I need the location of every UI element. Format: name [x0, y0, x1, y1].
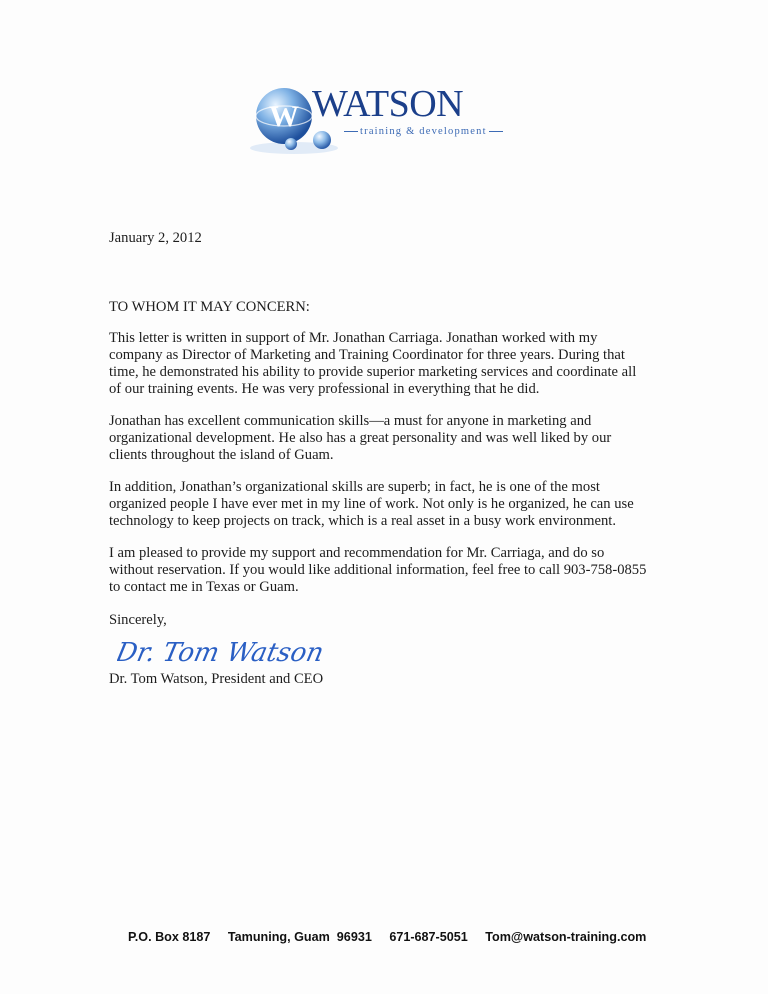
handwritten-signature: [117, 631, 649, 671]
logo-tagline-text: training & development: [360, 126, 487, 137]
footer-phone: 671-687-5051: [389, 930, 468, 944]
footer-email[interactable]: Tom@watson-training.com: [485, 930, 647, 944]
paragraph-2: Jonathan has excellent communication skills—a must for anyone in marketing and organizational development. He also has a great personality and was well liked by our clients throughout the island of Guam.: [109, 413, 612, 463]
footer-contact: [128, 930, 646, 944]
paragraph-4: I am pleased to provide my support and recommendation for Mr. Carriaga, and do so without reservation. If you would like additional information, feel free to call 903-758-0855 to contact me in Texas or Guam.: [109, 545, 647, 595]
svg-text:W: W: [269, 100, 299, 133]
paragraph-3: In addition, Jonathan’s organizational skills are superb; in fact, he is one of the most organized people I have ever met in my line of work. Not only is he organized, he can use technology to keep projects on track, which is a real asset in a busy work environment.: [109, 479, 634, 529]
logo-tagline: [342, 126, 505, 137]
salutation: TO WHOM IT MAY CONCERN:: [109, 299, 310, 315]
footer-city: Tamuning, Guam 96931: [227, 930, 372, 944]
signature-icon: [117, 631, 337, 671]
signer-name: Dr. Tom Watson, President and CEO: [109, 671, 324, 687]
watson-logo: [246, 82, 536, 162]
signature-script: Dr. Tom Watson: [117, 638, 327, 668]
logo-wordmark: WATSON: [312, 83, 464, 125]
footer-po-box: P.O. Box 8187: [128, 930, 211, 944]
letter-body: [109, 230, 649, 688]
paragraph-1: This letter is written in support of Mr. Jonathan Carriaga. Jonathan worked with my company as Director of Marketing and Training Coordinator for three years. During that time, he demonstrated his ability to provide superior marketing services and coordinate all of our training events. He was very professional in everything that he did.: [109, 330, 637, 397]
closing: Sincerely,: [109, 612, 167, 628]
letter-date: January 2, 2012: [109, 230, 202, 246]
